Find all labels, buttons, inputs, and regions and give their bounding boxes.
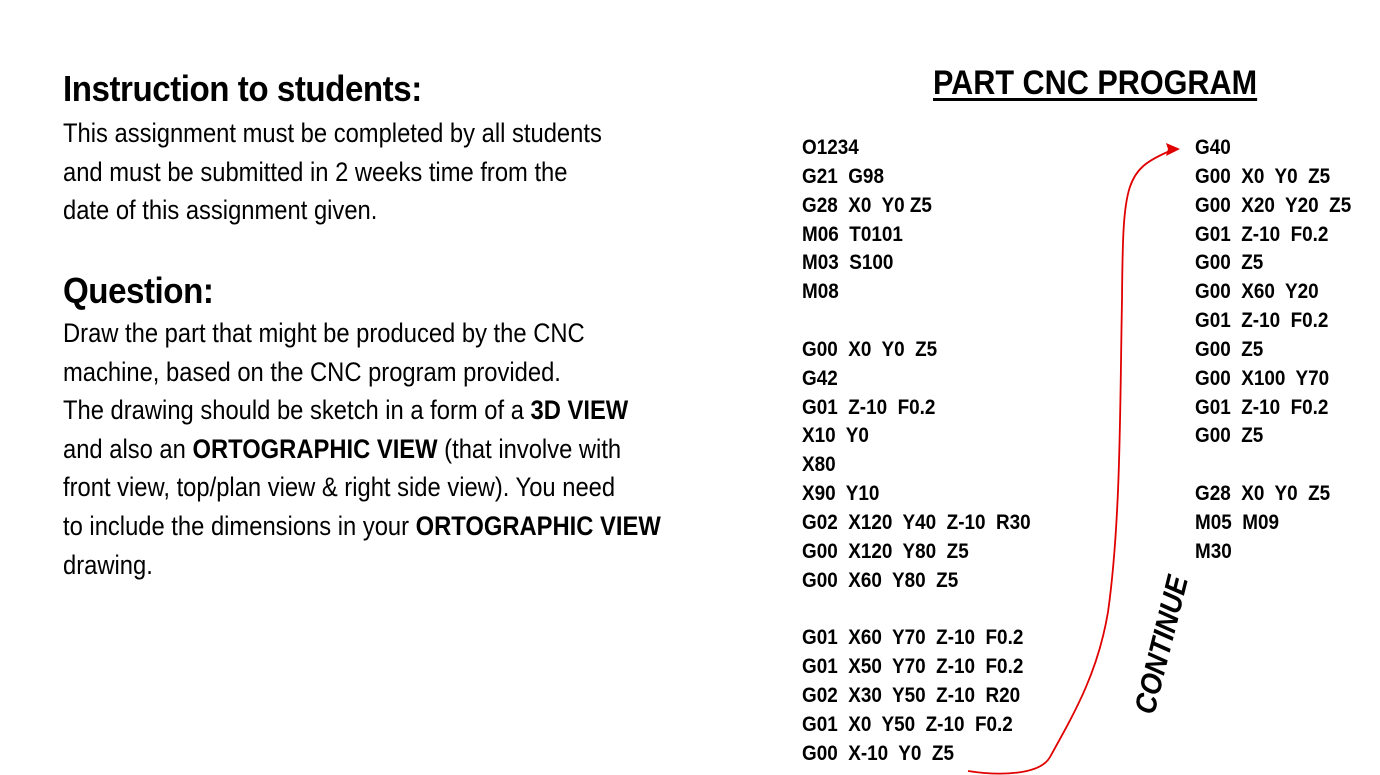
- continue-label: CONTINUE: [1128, 572, 1195, 718]
- question-line: machine, based on the CNC program provided.: [63, 356, 561, 387]
- question-line: Draw the part that might be produced by the CNC: [63, 318, 585, 348]
- emphasis-ortographic-view: ORTOGRAPHIC VIEW: [415, 510, 661, 541]
- cnc-code-line: M05 M09: [1195, 510, 1280, 534]
- question-line: drawing.: [63, 549, 153, 580]
- cnc-code-line: M03 S100: [802, 251, 894, 275]
- instructions-line: date of this assignment given.: [63, 195, 378, 226]
- cnc-code-line: O1234: [802, 136, 859, 159]
- cnc-code-line: G21 G98: [802, 164, 884, 188]
- cnc-program-heading: PART CNC PROGRAM: [933, 64, 1258, 102]
- cnc-code-line: G00 X0 Y0 Z5: [802, 337, 938, 361]
- cnc-code-line: G02 X30 Y50 Z-10 R20: [802, 684, 1021, 708]
- cnc-code-line: G28 X0 Y0 Z5: [802, 193, 932, 217]
- cnc-code-line: G01 Z-10 F0.2: [1195, 395, 1329, 419]
- cnc-code-line: G02 X120 Y40 Z-10 R30: [802, 510, 1031, 534]
- question-line: [63, 391, 661, 430]
- question-line: front view, top/plan view & right side view). You need: [63, 472, 616, 503]
- cnc-code-line: M08: [802, 280, 839, 304]
- cnc-code-line: G01 Z-10 F0.2: [1195, 222, 1329, 246]
- cnc-code-column-1: [802, 134, 1031, 769]
- question-text-segment: to include the dimensions in your: [63, 510, 416, 541]
- instructions-heading: Instruction to students:: [63, 68, 422, 109]
- cnc-code-line: G40: [1195, 136, 1231, 159]
- instructions-line: and must be submitted in 2 weeks time from the: [63, 156, 568, 187]
- cnc-code-line: [802, 307, 1031, 336]
- cnc-code-line: G01 X50 Y70 Z-10 F0.2: [802, 655, 1024, 679]
- instructions-text: [63, 114, 602, 230]
- question-text: [63, 314, 661, 584]
- question-text-segment: (that involve with: [437, 433, 622, 464]
- cnc-code-line: X90 Y10: [802, 482, 880, 506]
- cnc-code-line: M06 T0101: [802, 222, 903, 246]
- cnc-code-line: G00 Z5: [1195, 424, 1264, 448]
- emphasis-3d-view: 3D VIEW: [530, 395, 629, 426]
- cnc-code-line: [1195, 451, 1351, 480]
- cnc-code-line: X80: [802, 453, 836, 477]
- cnc-code-line: G01 Z-10 F0.2: [802, 395, 936, 419]
- cnc-code-line: G28 X0 Y0 Z5: [1195, 482, 1331, 506]
- instructions-line: This assignment must be completed by all students: [63, 118, 602, 148]
- emphasis-ortographic-view: ORTOGRAPHIC VIEW: [192, 433, 438, 464]
- cnc-code-line: G00 X60 Y20: [1195, 280, 1319, 304]
- cnc-code-line: [802, 596, 1031, 625]
- cnc-code-line: G01 X0 Y50 Z-10 F0.2: [802, 712, 1013, 736]
- cnc-code-line: G00 X60 Y80 Z5: [802, 568, 959, 592]
- cnc-code-line: G42: [802, 366, 838, 390]
- cnc-code-line: G00 X0 Y0 Z5: [1195, 164, 1331, 188]
- cnc-code-line: G00 Z5: [1195, 251, 1264, 275]
- cnc-code-line: G00 X120 Y80 Z5: [802, 539, 969, 563]
- cnc-code-line: M30: [1195, 539, 1232, 563]
- question-line: [63, 430, 661, 469]
- cnc-code-line: X10 Y0: [802, 424, 869, 448]
- question-line: [63, 507, 661, 546]
- cnc-code-line: G00 X100 Y70: [1195, 366, 1330, 390]
- cnc-code-line: G00 X-10 Y0 Z5: [802, 741, 954, 765]
- question-text-segment: The drawing should be sketch in a form of a: [63, 395, 531, 426]
- question-heading: Question:: [63, 270, 214, 311]
- cnc-code-line: G00 X20 Y20 Z5: [1195, 193, 1352, 217]
- cnc-code-column-2: [1195, 134, 1351, 567]
- question-text-segment: and also an: [63, 433, 193, 464]
- cnc-code-line: G00 Z5: [1195, 337, 1264, 361]
- arrow-head: [1166, 143, 1180, 156]
- cnc-code-line: G01 X60 Y70 Z-10 F0.2: [802, 626, 1024, 650]
- cnc-code-line: G01 Z-10 F0.2: [1195, 309, 1329, 333]
